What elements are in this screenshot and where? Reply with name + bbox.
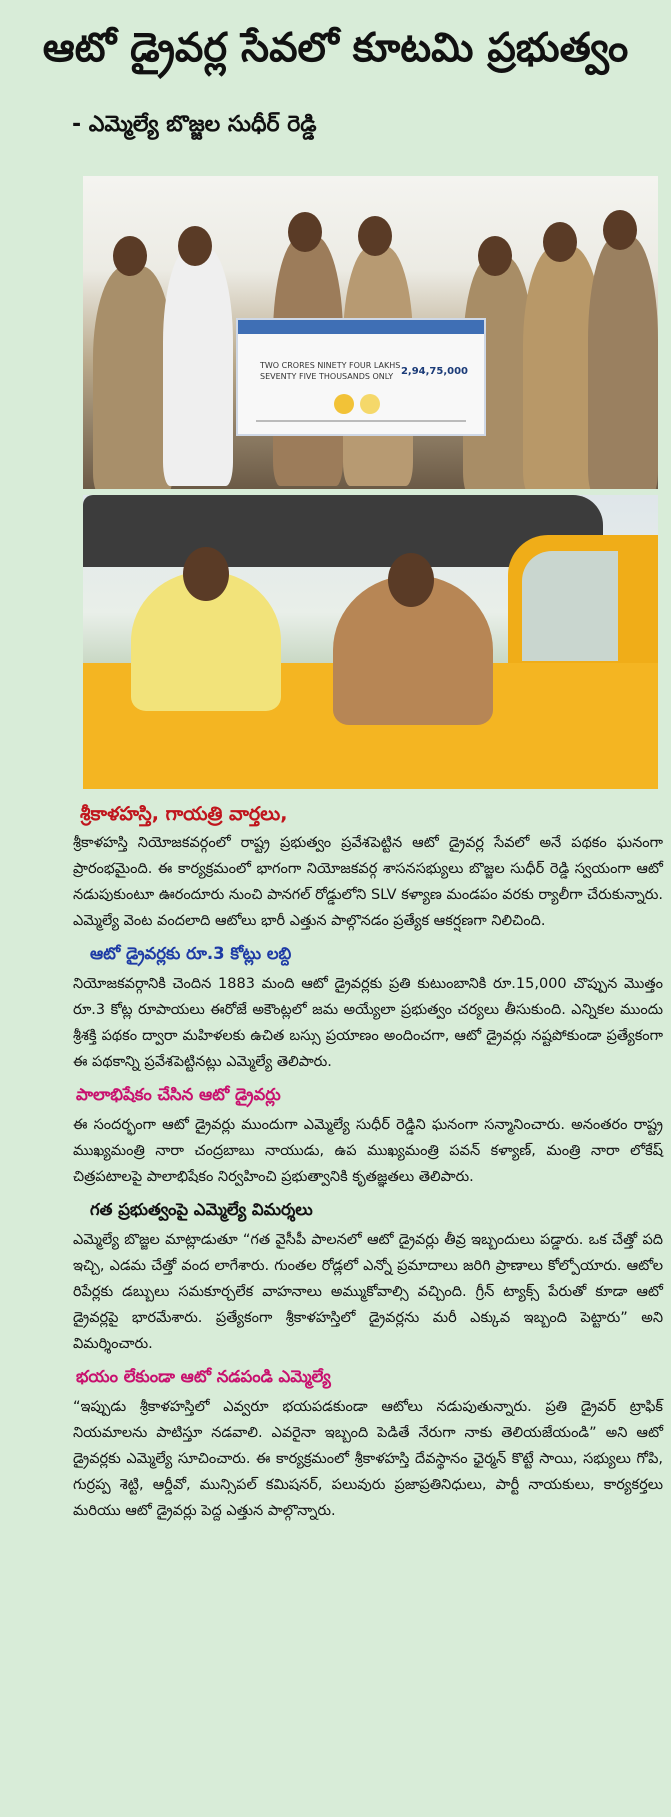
cheque-amount: 2,94,75,000 (400, 366, 468, 377)
article-paragraph: శ్రీకాళహస్తి నియోజకవర్గంలో రాష్ట్ర ప్రభుత్వం ప్రవేశపెట్టిన ఆటో డ్రైవర్ల సేవలో అనే పథకం ఘనంగా ప్రారంభమైంది. ఈ కార్యక్రమంలో భాగంగా నియోజకవర్గ శాసనసభ్యులు బొజ్జల సుధీర్ రెడ్డి స్వయంగా ఆటో నడుపుకుంటూ ఊరందూరు నుంచి పానగల్ రోడ్డులోని SLV కళ్యాణ మండపం వరకు ర్యాలీగా చేరుకున్నారు. ఎమ్మెల్యే వెంట వందలాది ఆటోలు భారీ ఎత్తున పాల్గొనడం ప్రత్యేక ఆకర్షణగా నిలిచింది. (73, 835, 663, 929)
cheque-presentation-photo (83, 176, 658, 489)
person-figure (588, 236, 658, 489)
person-head (543, 222, 577, 262)
article-paragraph: “ఇప్పుడు శ్రీకాళహస్తిలో ఎవ్వరూ భయపడకుండా ఆటోలు నడుపుతున్నారు. ప్రతి డ్రైవర్ ట్రాఫిక్ నియమాలను పాటిస్తూ నడవాలి. ఎవరైనా ఇబ్బంది పెడితే నేరుగా నాకు తెలియజేయండి” అని ఆటో డ్రైవర్లకు ఎమ్మెల్యే సూచించారు. ఈ కార్యక్రమంలో శ్రీకాళహస్తి దేవస్థానం ఛైర్మన్ కొట్టే సాయి, సభ్యులు గోపి, గుర్రప్ప శెట్టి, ఆర్డీవో, మున్సిపల్ కమిషనర్, పలువురు ప్రజాప్రతినిధులు, పార్టీ నాయకులు, కార్యకర్తలు మరియు ఆటో డ్రైవర్లు పెద్ద ఎత్తున పాల్గొన్నారు. (73, 1399, 664, 1519)
person-head (288, 212, 322, 252)
dateline: శ్రీకాళహస్తి, గాయత్రి వార్తలు, (80, 803, 288, 825)
person-figure (93, 266, 173, 489)
page-title: ఆటో డ్రైవర్ల సేవలో కూటమి ప్రభుత్వం (42, 25, 629, 71)
auto-ride-photo (83, 495, 658, 789)
person-head (478, 236, 512, 276)
section-heading: పాలాభిషేకం చేసిన ఆటో డ్రైవర్లు (76, 1085, 281, 1104)
person-head (603, 210, 637, 250)
logo-icon (334, 394, 354, 414)
cheque-header-bar (238, 320, 484, 334)
article-paragraph: ఎమ్మెల్యే బొజ్జల మాట్లాడుతూ “గత వైసీపీ పాలనలో ఆటో డ్రైవర్లు తీవ్ర ఇబ్బందులు పడ్డారు. ఒక చేత్తో పది ఇచ్చి, ఎడమ చేత్తో వంద లాగేశారు. గుంతల రోడ్లలో ఎన్నో ప్రమాదాలు జరిగి ప్రాణాలు కోల్పోయారు. ఆటోల రిపేర్లకు డబ్బులు సమకూర్చలేక వాహనాలు అమ్ముకోవాల్సి వచ్చింది. గ్రీన్ ట్యాక్స్ పేరుతో కూడా ఆటో డ్రైవర్లపై భారమేశారు. ప్రత్యేకంగా శ్రీకాళహస్తిలో డ్రైవర్లను మరీ ఎక్కువ ఇబ్బంది పెట్టారు” అని విమర్శించారు. (73, 1232, 663, 1352)
section-heading: ఆటో డ్రైవర్లకు రూ.3 కోట్లు లబ్ది (90, 944, 292, 963)
large-cheque (236, 318, 486, 436)
person-head (113, 236, 147, 276)
person-head (183, 547, 229, 601)
person-figure (163, 246, 233, 486)
person-head (178, 226, 212, 266)
byline: - ఎమ్మెల్యే బొజ్జల సుధీర్ రెడ్డి (72, 112, 317, 137)
person-head (388, 553, 434, 607)
cheque-line (256, 420, 466, 422)
person-head (358, 216, 392, 256)
cheque-amount-words: TWO CRORES NINETY FOUR LAKHS SEVENTY FIVE THOUSANDS ONLY (260, 361, 401, 381)
section-heading: గత ప్రభుత్వంపై ఎమ్మెల్యే విమర్శలు (90, 1200, 313, 1219)
logo-icon (360, 394, 380, 414)
article-paragraph: నియోజకవర్గానికి చెందిన 1883 మంది ఆటో డ్రైవర్లకు ప్రతి కుటుంబానికి రూ.15,000 చొప్పున మొత్తం రూ.3 కోట్ల రూపాయలు ఈరోజే అకౌంట్లలో జమ అయ్యేలా ప్రభుత్వం చర్యలు తీసుకుంది. ఎన్నికల ముందు శ్రీశక్తి పథకం ద్వారా మహిళలకు ఉచిత బస్సు ప్రయాణం అందించగా, ఆటో డ్రైవర్లు నష్టపోకుండా ప్రత్యేకంగా ఈ పథకాన్ని ప్రవేశపెట్టినట్లు ఎమ్మెల్యే తెలిపారు. (73, 976, 663, 1070)
article-paragraph: ఈ సందర్భంగా ఆటో డ్రైవర్లు ముందుగా ఎమ్మెల్యే సుధీర్ రెడ్డిని ఘనంగా సన్మానించారు. అనంతరం రాష్ట్ర ముఖ్యమంత్రి నారా చంద్రబాబు నాయుడు, ఉప ముఖ్యమంత్రి పవన్ కళ్యాణ్, మంత్రి నారా లోకేష్ చిత్రపటాలపై పాలాభిషేకం నిర్వహించి ప్రభుత్వానికి కృతజ్ఞతలు తెలిపారు. (73, 1117, 663, 1185)
section-heading: భయం లేకుండా ఆటో నడపండి ఎమ్మెల్యే (76, 1367, 331, 1386)
auto-windshield (522, 551, 618, 661)
